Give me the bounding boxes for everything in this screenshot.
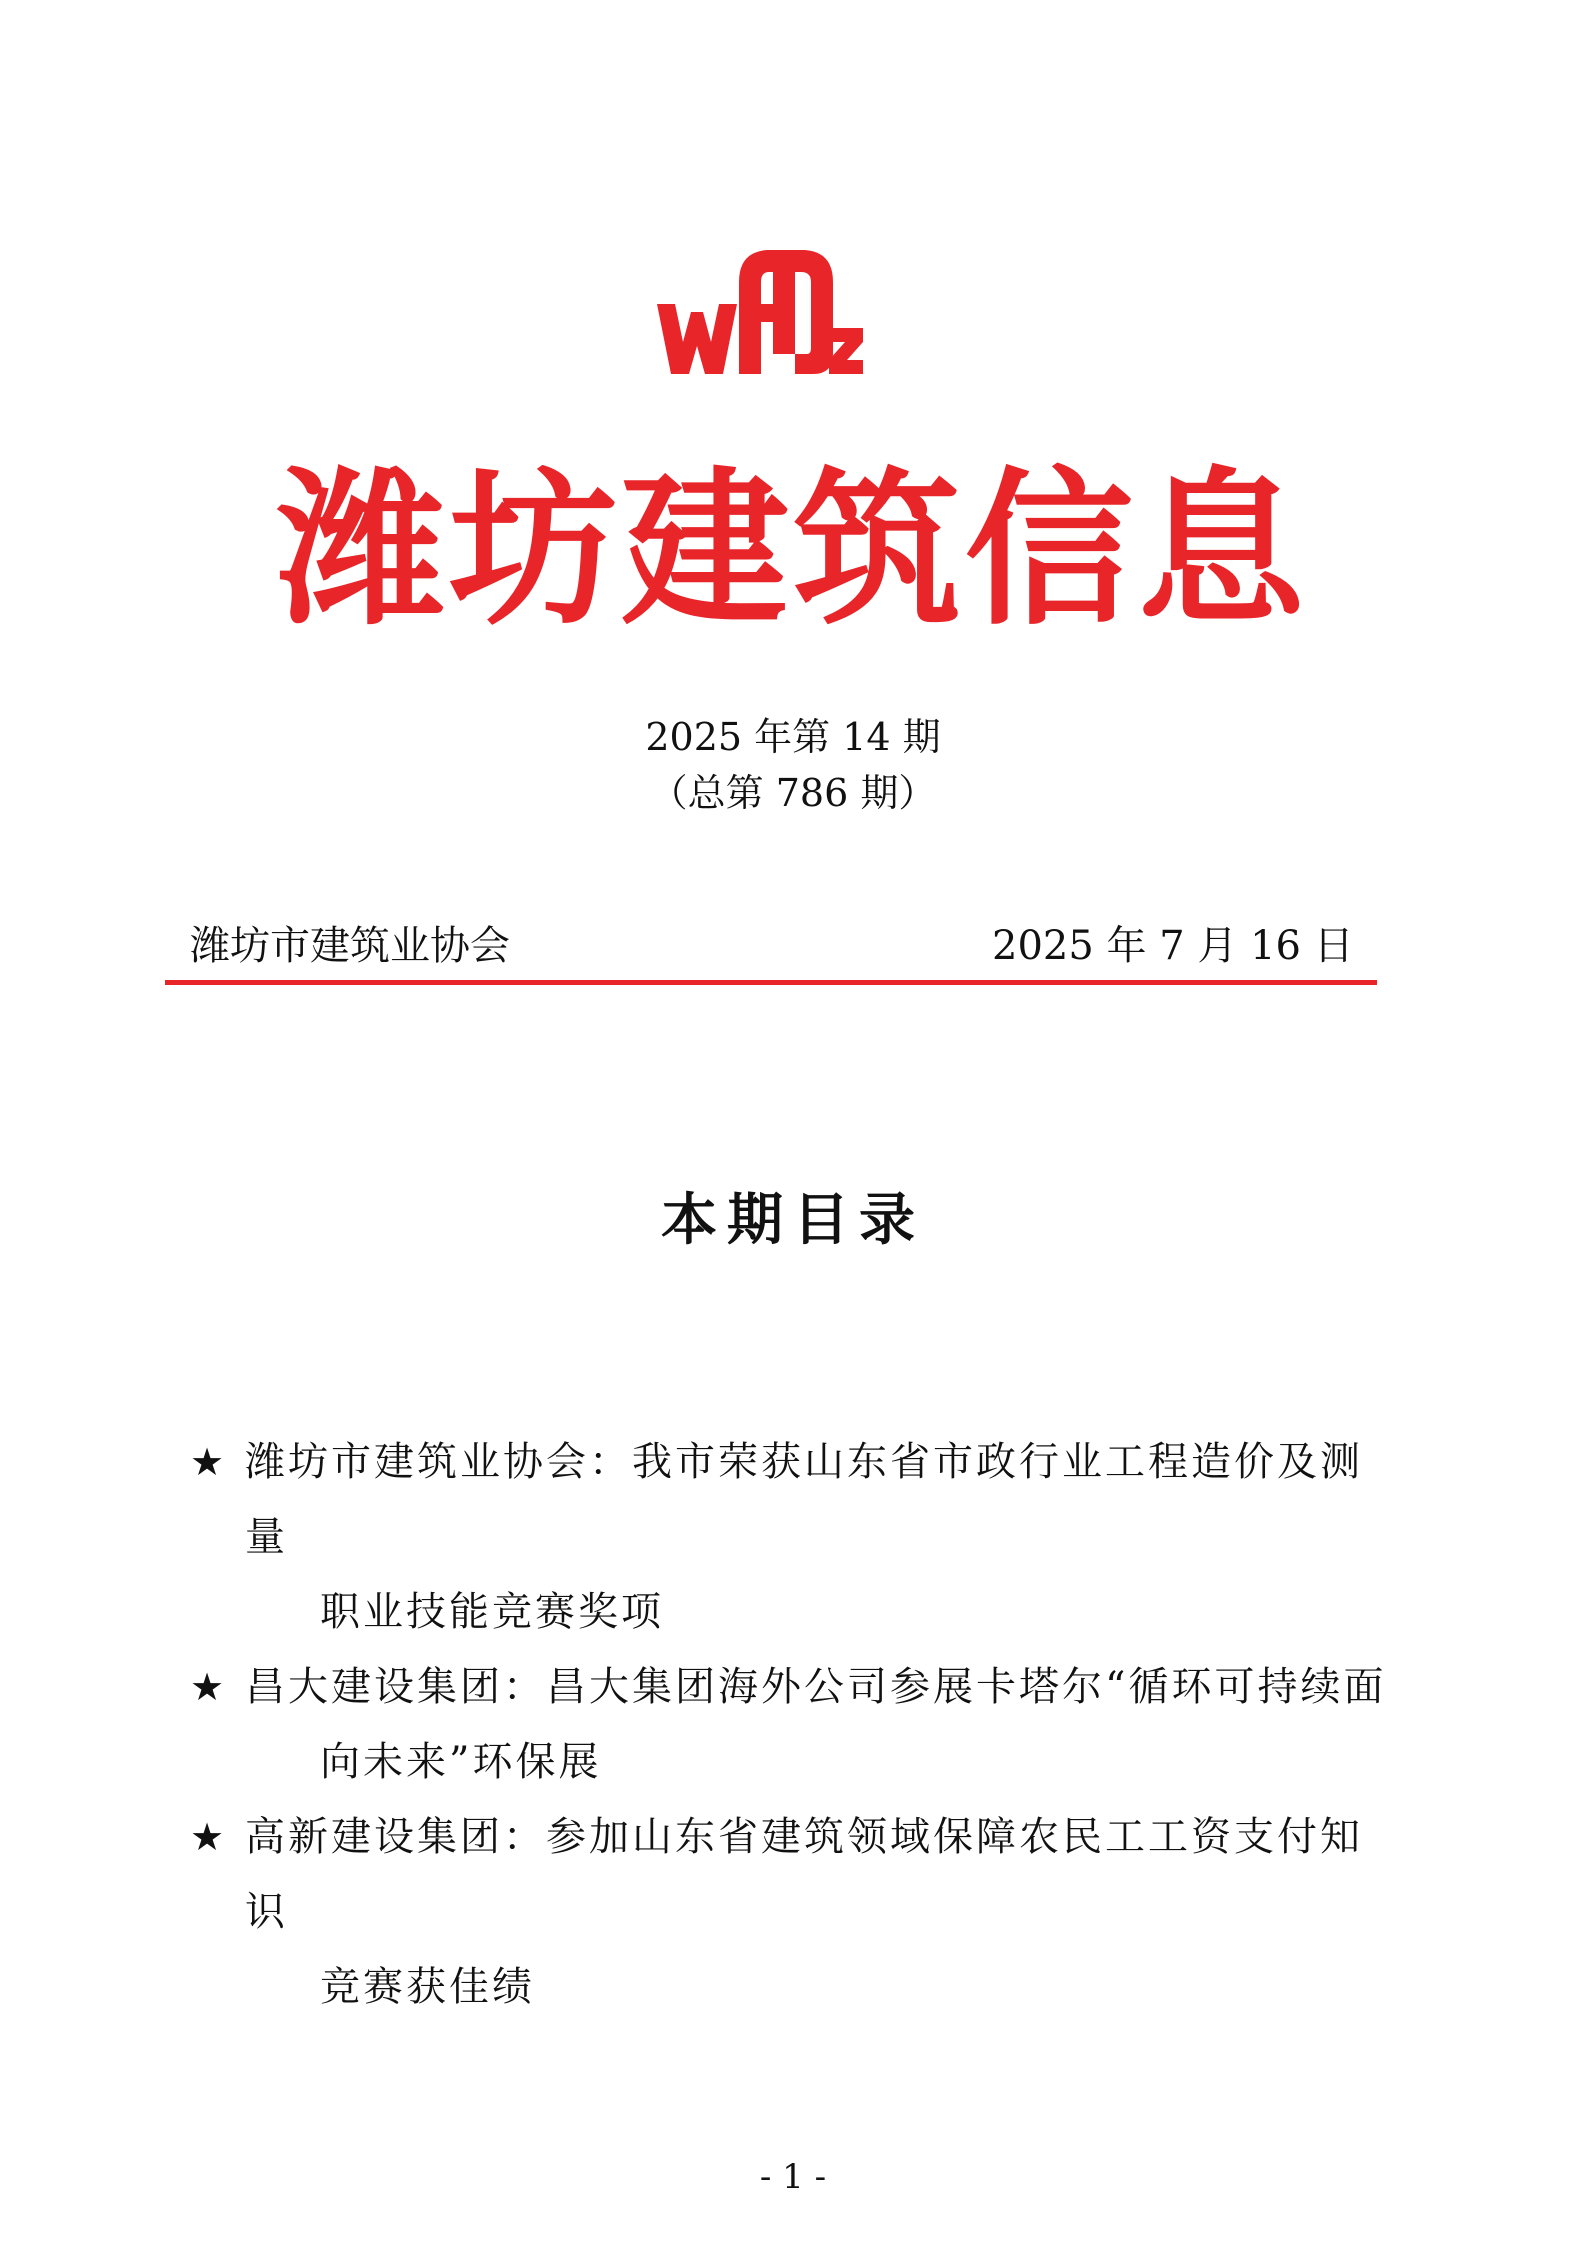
star-icon: ★ <box>190 1815 228 1859</box>
publisher-name: 潍坊市建筑业协会 <box>190 923 510 969</box>
toc-item-text-continued: 向未来”环保展 <box>320 1739 602 1785</box>
header-divider <box>165 980 1377 985</box>
publication-title: 潍坊建筑信息 <box>277 452 1309 648</box>
toc-item-text-continued: 竞赛获佳绩 <box>320 1964 535 2010</box>
toc-item-text: 高新建设集团：参加山东省建筑领域保障农民工工资支付知识 <box>245 1814 1363 1935</box>
toc-item[interactable] <box>190 1800 1405 2025</box>
star-icon: ★ <box>190 1440 228 1484</box>
issue-number: 2025 年第 14 期 <box>645 715 941 759</box>
toc-item-text: 昌大建设集团：昌大集团海外公司参展卡塔尔“循环可持续面 <box>245 1664 1387 1710</box>
page-number: - 1 - <box>759 2157 827 2197</box>
toc-item-text-continued: 职业技能竞赛奖项 <box>320 1589 664 1635</box>
table-of-contents <box>190 1425 1405 2025</box>
toc-title: 本期目录 <box>661 1187 925 1253</box>
total-issue-number: （总第 786 期） <box>649 771 937 815</box>
star-icon: ★ <box>190 1665 228 1709</box>
wfjz-logo <box>655 242 865 377</box>
toc-item[interactable] <box>190 1425 1405 1650</box>
publication-date: 2025 年 7 月 16 日 <box>992 923 1354 969</box>
toc-item[interactable] <box>190 1650 1405 1800</box>
toc-item-text: 潍坊市建筑业协会：我市荣获山东省市政行业工程造价及测量 <box>245 1439 1363 1560</box>
